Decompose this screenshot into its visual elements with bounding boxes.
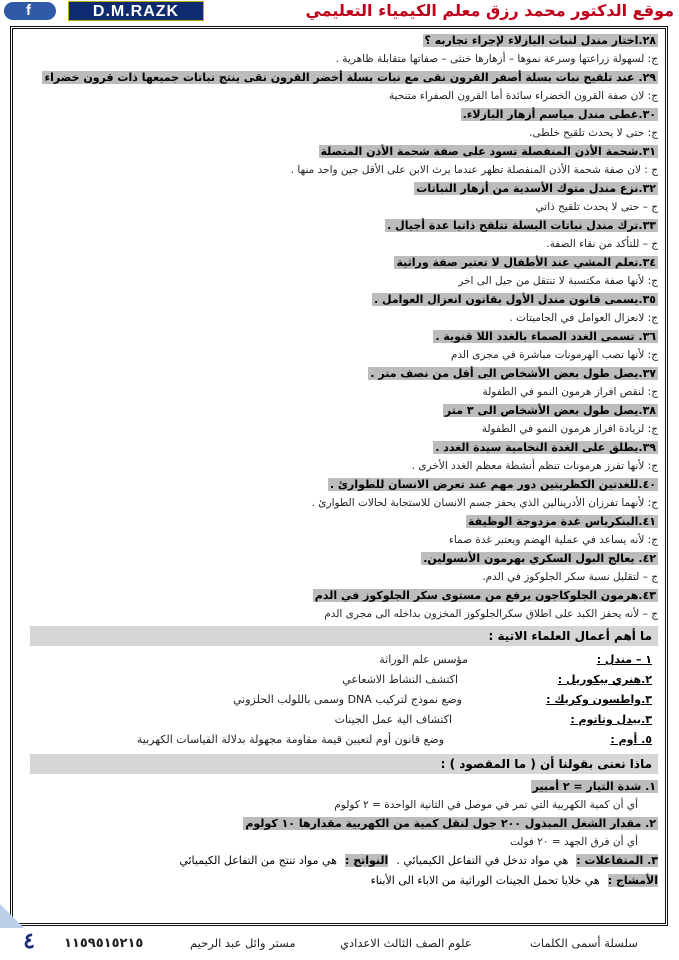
question-item: [30, 439, 658, 457]
question-item: [30, 550, 658, 568]
brand-logo: D.M.RAZK: [68, 1, 204, 21]
question-item: [30, 32, 658, 50]
scientist-row: [30, 710, 658, 730]
definition-text: هي مواد تدخل في التفاعل الكيميائي .: [396, 854, 569, 867]
question-text: ٤٣.هرمون الجلوكاجون يرفع من مستوى سكر الجلوكوز في الدم: [314, 589, 656, 602]
question-text: ٣٦. تسمى الغدد الصماء بالغدد اللا قنوية .: [435, 330, 656, 343]
answer-text: ج: لأنه يساعد في عملية الهضم ويعتبر غدة صماء: [448, 534, 658, 546]
question-item: [30, 254, 658, 272]
question-text: ٣٨.يصل طول بعض الأشخاص الى ٣ متر: [444, 404, 656, 417]
footer-series: سلسلة أسمى الكلمات: [530, 936, 638, 950]
meaning-answer: أي أن كمية الكهربية التي تمر في موصل في الثانية الواحدة = ٢ كولوم: [334, 799, 638, 811]
answer-text: ج – لأنه يحفز الكبد على اطلاق سكرالجلوكوز المخزون بداخله الى مجرى الدم: [324, 608, 658, 620]
question-text: ٣٢.نزع مندل متوك الأسدية من أزهار النباتات: [416, 182, 656, 195]
question-text: ٢٨.اختار مندل لنبات البازلاء لإجراء تجاربه ؟: [424, 34, 656, 47]
question-text: ٣٣.ترك مندل نباتات البسلة تتلقح ذاتيا عدة أجيال .: [387, 219, 656, 232]
question-text: ٢٩. عند تلقيح نبات بسلة أصفر القرون نقى مع نبات بسلة أخضر القرون نقى ينتج نباتات جميعها ذات قرون خضراء: [44, 71, 656, 84]
scientist-work: اكتشاف الية عمل الجينات: [334, 713, 452, 726]
footer-subject: علوم الصف الثالث الاعدادي: [340, 936, 472, 950]
question-item: [30, 291, 658, 309]
definition-text: هي خلايا تحمل الجينات الوراثية من الاباء الى الأبناء: [370, 874, 600, 887]
question-text: ٣٧.يصل طول بعض الأشخاص الى أقل من نصف متر .: [370, 367, 656, 380]
meaning-question: [30, 815, 658, 833]
question-text: ٣٤.تعلم المشي عند الأطفال لا تعتبر صفة وراثية: [396, 256, 656, 269]
question-text: ٣١.شحمة الأذن المنفصلة تسود على صفة شحمة الأذن المتصلة: [320, 145, 656, 158]
question-item: [30, 180, 658, 198]
question-item: [30, 217, 658, 235]
section-title-scientists: ما أهم أعمال العلماء الاتية :: [30, 626, 658, 646]
meaning-answer: أي أن فرق الجهد = ٢٠ فولت: [509, 836, 638, 848]
section-title-meanings: ماذا نعنى بقولنا أن ( ما المقصود ) :: [30, 754, 658, 774]
question-item: [30, 365, 658, 383]
page-number: ٤: [23, 928, 35, 953]
scientist-row: [30, 730, 658, 750]
answer-text: ج – لتقليل نسبة سكر الجلوكوز في الدم.: [482, 571, 658, 583]
answer-text: ج: لأنها تفرز هرمونات تنظم أنشطة معظم الغدد الأخرى .: [411, 460, 658, 472]
answer-text: ج: لانعزال العوامل في الجاميتات .: [509, 312, 658, 324]
answer-text: ج: لسهولة زراعتها وسرعة نموها – أزهارها خنثى – صفاتها متقابلة ظاهرية .: [335, 53, 658, 65]
question-item: [30, 476, 658, 494]
header-bar: [0, 0, 679, 24]
question-text: ٤٢. يعالج البول السكري بهرمون الأنسولين.: [423, 552, 656, 565]
answer-text: ج – للتأكد من نقاء الصفة.: [546, 238, 658, 250]
answer-text: ج: لنقص افراز هرمون النمو في الطفولة: [482, 386, 658, 398]
question-text: ٣٠.غطى مندل مياسم أزهار البازلاء.: [462, 108, 656, 121]
question-item: [30, 513, 658, 531]
question-item: [30, 402, 658, 420]
meaning-question: [30, 778, 658, 796]
definition-term: النواتج :: [344, 854, 389, 867]
footer-teacher: مستر وائل عبد الرحيم: [190, 936, 296, 950]
question-text: ٣٥.يسمى قانون مندل الأول بقانون انعزال العوامل .: [374, 293, 656, 306]
scientist-name: ٢.هنري بيكوريل :: [557, 673, 652, 686]
answer-text: ج – حتى لا يحدث تلقيح ذاتي: [535, 201, 658, 213]
question-item: [30, 328, 658, 346]
question-item: [30, 69, 658, 87]
answer-text: ج: حتى لا يحدث تلقيح خلطى.: [529, 127, 658, 139]
footer: [0, 928, 679, 960]
question-text: ٣٩.يطلق على الغدة النخامية سيدة الغدد .: [435, 441, 656, 454]
meaning-question-text: ١. شدة التيار = ٢ أمبير: [532, 780, 656, 793]
answer-text: ج: لأنها صفة مكتسبة لا تنتقل من جيل الى اخر: [458, 275, 658, 287]
scientist-row: [30, 670, 658, 690]
question-item: [30, 587, 658, 605]
site-title: موقع الدكتور محمد رزق معلم الكيمياء التعليمي: [305, 1, 674, 20]
definition-term: ٣. المتفاعلات :: [576, 854, 658, 867]
scientist-row: [30, 650, 658, 670]
scientist-work: وضع قانون أوم لتعيين قيمة مقاومة مجهولة بدلالة القياسات الكهربية: [136, 733, 444, 746]
answer-text: ج: لان صفة القرون الخضراء سائدة أما القرون الصفراء متنحية: [389, 90, 658, 102]
worksheet-content: [18, 28, 658, 926]
scientist-name: ٣.واطسون وكريك :: [546, 693, 652, 706]
footer-phone: ١١٥٩٥١٥٢١٥: [64, 936, 144, 951]
definition-term: الأمشاج :: [607, 874, 658, 887]
scientist-row: [30, 690, 658, 710]
question-item: [30, 143, 658, 161]
scientist-work: وضع نموذج لتركيب DNA وسمى باللولب الحلزوني: [233, 693, 462, 706]
definition-row: [30, 852, 658, 870]
definition-row: [30, 872, 658, 890]
scientist-work: اكتشف النشاط الاشعاعي: [342, 673, 458, 686]
scientist-name: ١ – مندل :: [596, 653, 652, 666]
answer-text: ج: لزيادة افراز هرمون النمو في الطفولة: [481, 423, 658, 435]
answer-text: ج: لأنها تصب الهرمونات مباشرة في مجرى الدم: [450, 349, 658, 361]
question-text: ٤٠.للغدتين الكظريتين دور مهم عند تعرض الانسان للطوارئ .: [329, 478, 656, 491]
answer-text: ج: لأنهما تفرزان الأدرينالين الذي يحفز جسم الانسان للاستجابة لحالات الطوارئ .: [311, 497, 658, 509]
scientist-name: ٥. أوم :: [610, 733, 652, 746]
definition-text: هي مواد تنتج من التفاعل الكيميائي: [179, 854, 337, 867]
answer-text: ج : لان صفة شحمة الأذن المنفصلة تظهر عندما يرث الابن على الأقل جين واحد منها .: [290, 164, 658, 176]
scientist-name: ٣.بيدل وتاتوم :: [570, 713, 652, 726]
question-item: [30, 106, 658, 124]
meaning-question-text: ٢. مقدار الشغل المبذول ٢٠٠ جول لنقل كمية من الكهربية مقدارها ١٠ كولوم: [245, 817, 656, 830]
scientist-work: مؤسس علم الوراثة: [379, 653, 468, 666]
question-text: ٤١.البنكرياس غدة مزدوجة الوظيفة: [468, 515, 656, 528]
facebook-icon[interactable]: f: [4, 2, 56, 20]
